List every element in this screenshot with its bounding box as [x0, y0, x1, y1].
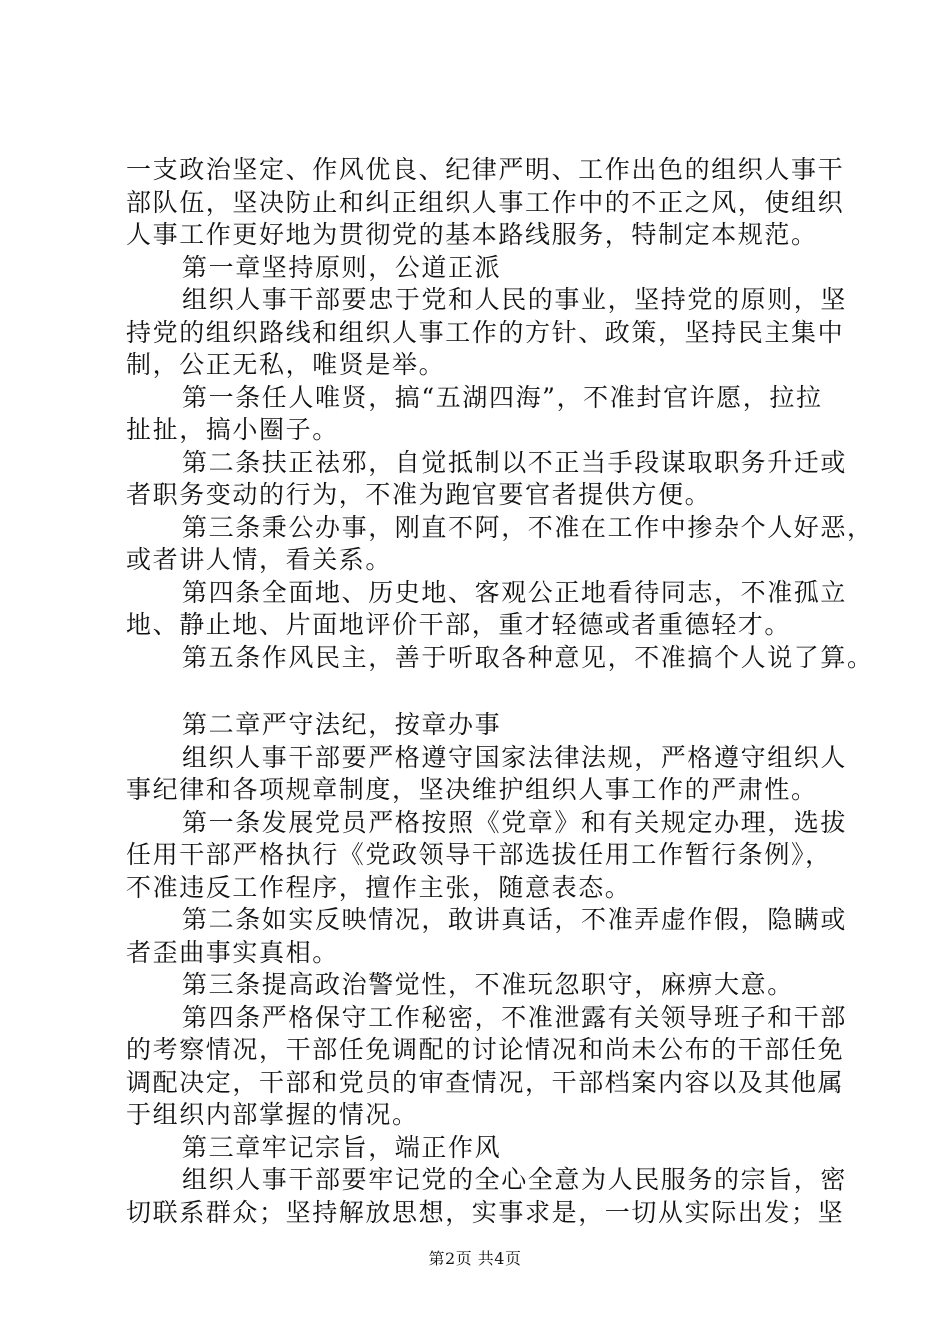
text-line: 的考察情况，干部任免调配的讨论情况和尚未公布的干部任免 — [126, 1035, 845, 1064]
text-line: 者职务变动的行为，不准为跑官要官者提供方便。 — [126, 480, 712, 509]
text-line: 者歪曲事实真相。 — [126, 937, 339, 967]
article-line: 第三条秉公办事，刚直不阿，不准在工作中掺杂个人好恶， — [182, 512, 874, 542]
text-line: 制，公正无私，唯贤是举。 — [126, 350, 446, 379]
chapter-heading: 第三章牢记宗旨，端正作风 — [182, 1132, 502, 1162]
text-line: 一支政治坚定、作风优良、纪律严明、工作出色的组织人事干 — [126, 155, 845, 184]
article-line: 第一条任人唯贤，搞“五湖四海”，不准封官许愿，拉拉 — [182, 382, 823, 412]
article-line: 第一条发展党员严格按照《党章》和有关规定办理，选拔 — [182, 807, 848, 837]
text-line: 于组织内部掌握的情况。 — [126, 1100, 419, 1129]
chapter-heading: 第一章坚持原则，公道正派 — [182, 252, 502, 282]
chapter-heading: 第二章严守法纪，按章办事 — [182, 710, 502, 739]
article-line: 第四条全面地、历史地、客观公正地看待同志，不准孤立 — [182, 577, 848, 607]
text-line: 人事工作更好地为贯彻党的基本路线服务，特制定本规范。 — [126, 220, 818, 249]
text-line: 或者讲人情，看关系。 — [126, 545, 393, 574]
text-line: 组织人事干部要严格遵守国家法律法规，严格遵守组织人 — [182, 742, 848, 772]
text-line: 任用干部严格执行《党政领导干部选拔任用工作暂行条例》， — [126, 840, 832, 869]
page-number: 第2页 共4页 — [428, 1249, 522, 1268]
text-line: 地、静止地、片面地评价干部，重才轻德或者重德轻才。 — [126, 610, 792, 639]
text-line: 扯扯，搞小圈子。 — [126, 415, 339, 444]
article-line: 第三条提高政治警觉性，不准玩忽职守，麻痹大意。 — [182, 970, 794, 999]
text-line: 不准违反工作程序，擅作主张，随意表态。 — [126, 872, 632, 902]
document-body — [126, 154, 874, 1229]
article-line: 第四条严格保守工作秘密，不准泄露有关领导班子和干部 — [182, 1002, 848, 1032]
paragraph-gap — [126, 674, 836, 709]
article-line: 第五条作风民主，善于听取各种意见，不准搞个人说了算。 — [182, 642, 874, 672]
article-line: 第二条扶正祛邪，自觉抵制以不正当手段谋取职务升迁或 — [182, 447, 848, 477]
text-line: 部队伍，坚决防止和纠正组织人事工作中的不正之风，使组织 — [126, 187, 845, 217]
text-line: 持党的组织路线和组织人事工作的方针、政策，坚持民主集中 — [126, 317, 845, 347]
text-line: 事纪律和各项规章制度，坚决维护组织人事工作的严肃性。 — [126, 775, 818, 804]
text-line: 组织人事干部要忠于党和人民的事业，坚持党的原则，坚 — [182, 285, 848, 314]
text-line: 组织人事干部要牢记党的全心全意为人民服务的宗旨，密 — [182, 1165, 848, 1194]
text-line: 切联系群众；坚持解放思想，实事求是，一切从实际出发；坚 — [126, 1197, 845, 1227]
text-line: 调配决定，干部和党员的审查情况，干部档案内容以及其他属 — [126, 1067, 845, 1097]
article-line: 第二条如实反映情况，敢讲真话，不准弄虚作假，隐瞒或 — [182, 905, 848, 934]
